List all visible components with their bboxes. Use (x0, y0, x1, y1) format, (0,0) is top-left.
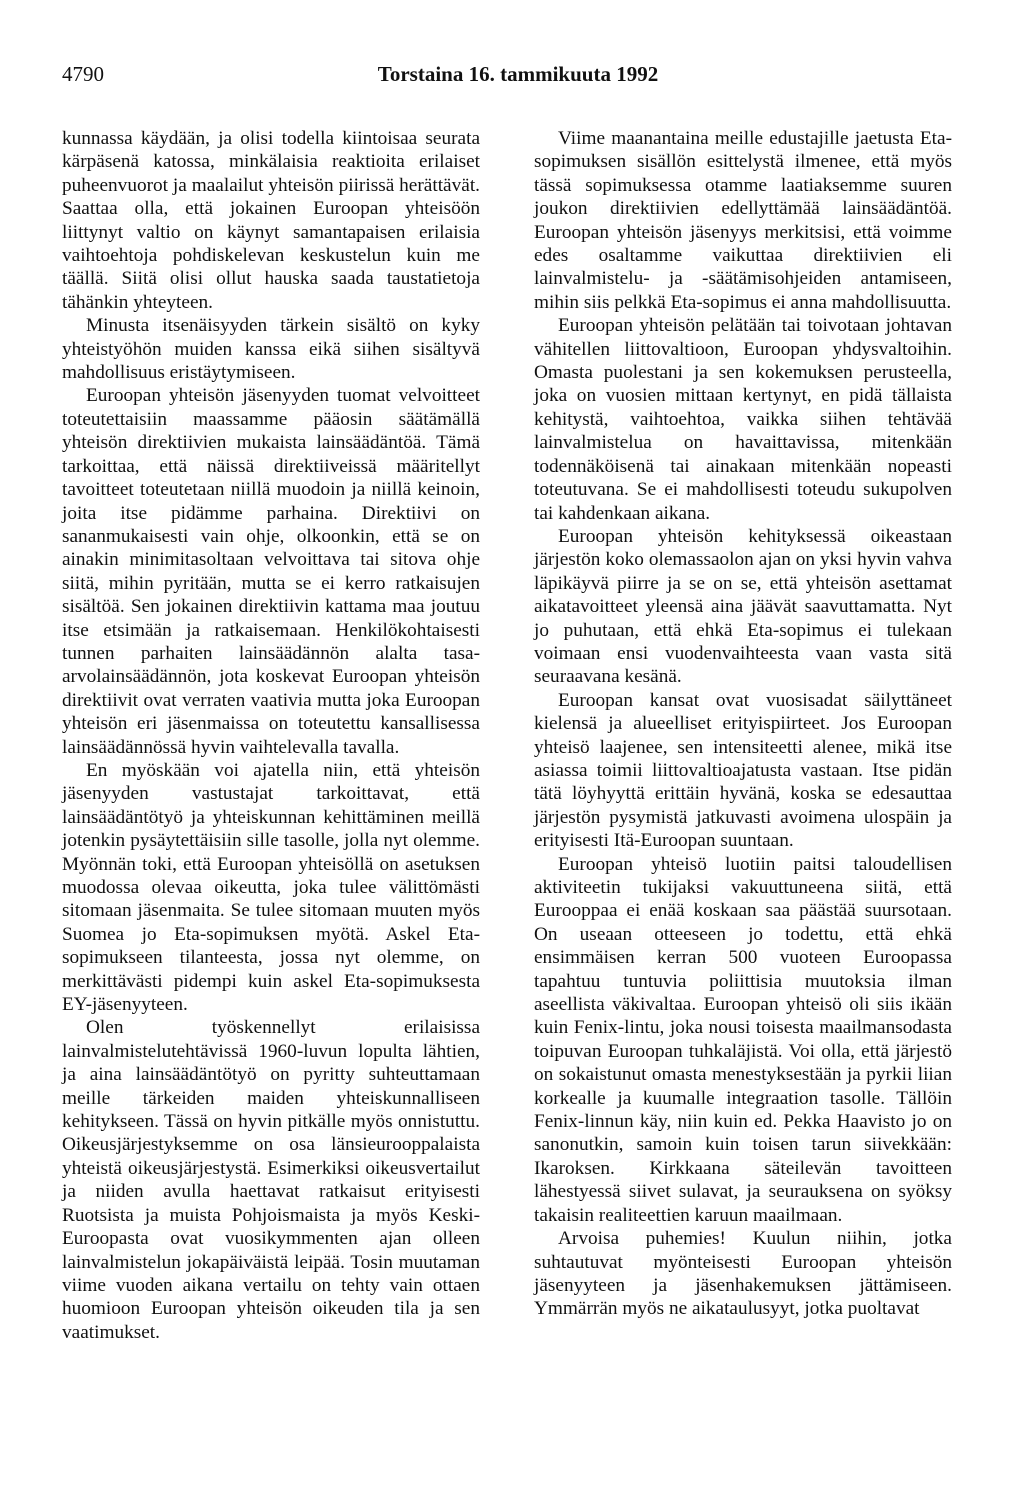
running-title: Torstaina 16. tammikuuta 1992 (377, 62, 659, 86)
paragraph: Euroopan yhteisön kehityksessä oikeastaan järjestön koko olemassaolon ajan on yksi hyvin vahva läpikäyvä piirre ja se on se, että yhteisön asettamat aikatavoitteet yleensä aina jäävät saavuttamatta. Nyt jo puhutaan, että ehkä Eta-sopimus ei tulekaan voimaan ensi vuodenvaihteesta vaan vasta sitä seuraavana kesänä. (534, 525, 952, 688)
paragraph: Minusta itsenäisyyden tärkein sisältö on kyky yhteistyöhön muiden kanssa eikä siihen sisältyvä mahdollisuus eristäytymiseen. (62, 315, 480, 384)
paragraph: Euroopan kansat ovat vuosisadat säilyttäneet kielensä ja alueelliset erityispiirteet. Jos Euroopan yhteisö laajenee, sen intensiteetti alenee, mikä itse asiassa toimii liittovaltioajatusta vastaan. Itse pidän tätä löyhyyttä erittäin hyvänä, koska se edesauttaa järjestön pysymistä jatkuvasti avoimena ulospäin ja erityisesti Itä-Euroopan suuntaan. (534, 689, 952, 852)
paragraph: Arvoisa puhemies! Kuulun niihin, jotka suhtautuvat myönteisesti Euroopan yhteisön jäsenyyteen ja jäsenhakemuksen jättämiseen. Ymmärrän myös ne aikataulusyyt, jotka puoltavat (534, 1228, 952, 1320)
paragraph: En myöskään voi ajatella niin, että yhteisön jäsenyyden vastustajat tarkoittavat, että lainsäädäntötyö ja yhteiskunnan kehittäminen meillä jotenkin pysäytettäisiin sille tasolle, jolla nyt olemme. Myönnän toki, että Euroopan yhteisöllä on asetuksen muodossa olevaa oikeutta, joka tulee välittömästi sitomaan jäsenmaita. Se tulee sitomaan muuten myös Suomea jo Eta-sopimuksen myötä. Askel Eta-sopimukseen tilanteesta, jossa nyt olemme, on merkittävästi pidempi kuin askel Eta-sopimuksesta EY-jäsenyyteen. (62, 759, 480, 1016)
paragraph: Euroopan yhteisö luotiin paitsi taloudellisen aktiviteetin tukijaksi vakuuttuneena siitä, että Eurooppaa ei enää koskaan saa päästää suursotaan. On useaan otteeseen jo todettu, että ehkä ensimmäisen kerran 500 vuoteen Euroopassa tapahtuu tuntuvia poliittisia muutoksia ilman aseellista väkivaltaa. Euroopan yhteisö oli siis ikään kuin Fenix-lintu, joka nousi toisesta maailmansodasta toipuvan Euroopan tuhkaläjistä. Voi olla, että järjestö on sokaistunut omasta menestyksestään ja pyrkii liian korkealle ja kuumalle integraation tasolle. Tällöin Fenix-linnun käy, niin kuin ed. Pekka Haavisto jo on sanonutkin, samoin kuin toisen tarun siivekkään: Ikaroksen. Kirkkaana säteilevän tavoitteen lähestyessä siivet sulavat, ja seurauksena on syöksy takaisin realiteettien karuun maailmaan. (534, 853, 952, 1226)
left-column (62, 127, 480, 1344)
page-header (62, 62, 974, 92)
paragraph: Viime maanantaina meille edustajille jaetusta Eta-sopimuksen sisällön esittelystä ilmenee, että myös tässä sopimuksessa otamme laatiaksemme suuren joukon direktiivien edellyttämää lainsäädäntöä. Euroopan yhteisön jäsenyys merkitsisi, että voimme edes osaltamme vaikuttaa direktiivien eli lainvalmistelu- ja -säätämisohjeiden antamiseen, mihin siis pelkkä Eta-sopimus ei anna mahdollisuutta. (534, 128, 952, 313)
right-column (534, 127, 952, 1321)
paragraph: Euroopan yhteisön jäsenyyden tuomat velvoitteet toteutettaisiin maassamme pääosin säätämällä yhteisön direktiivien mukaista lainsäädäntöä. Tämä tarkoittaa, että näissä direktiiveissä määritellyt tavoitteet toteutetaan niillä muodoin ja niillä keinoin, joita itse pidämme parhaina. Direktiivi on sananmukaisesti vain ohje, olkoonkin, että se on ainakin minimitasoltaan velvoittava tai sitova ohje siitä, mihin pyritään, mutta se ei kerro ratkaisujen sisältöä. Sen jokainen direktiivin kattama maa joutuu itse etsimään ja ratkaisemaan. Henkilökohtaisesti tunnen parhaiten lainsäädännön alalta tasa-arvolainsäädännön, jota koskevat Euroopan yhteisön direktiivit ovat verraten vaativia mutta joka Euroopan yhteisön eri jäsenmaissa on toteutettu kansallisessa lainsäädännössä hyvin vaihtelevalla tavalla. (62, 385, 480, 758)
paragraph: Olen työskennellyt erilaisissa lainvalmistelutehtävissä 1960-luvun lopulta lähtien, ja aina lainsäädäntötyö on pyritty suhteuttamaan meille tärkeiden maiden yhteiskunnalliseen kehitykseen. Tässä on hyvin pitkälle myös onnistuttu. Oikeusjärjestyksemme on osa länsieurooppalaista yhteistä oikeusjärjestystä. Esimerkiksi oikeusvertailut ja niiden avulla haettavat ratkaisut erityisesti Ruotsista ja muista Pohjoismaista ja myös Keski-Euroopasta ovat vuosikymmenten ajan olleen lainvalmistelun jokapäiväistä leipää. Tosin muutaman viime vuoden aikana vertailu on tehty vain ottaen huomioon Euroopan yhteisön oikeuden tila ja sen vaatimukset. (62, 1017, 480, 1343)
page-number: 4790 (62, 62, 104, 86)
paragraph: Euroopan yhteisön pelätään tai toivotaan johtavan vähitellen liittovaltioon, Euroopan yhdysvaltoihin. Omasta puolestani ja sen kokemuksen perusteella, joka on vuosien mittaan kertynyt, en pidä tällaista kehitystä, vaihtoehtoa, vaikka siihen tehtävää lainvalmistelua on havaittavissa, mitenkään todennäköisenä tai ainakaan mitenkään nopeasti toteutuvana. Se ei mahdollisesti toteudu sukupolven tai kahdenkaan aikana. (534, 315, 952, 524)
paragraph: kunnassa käydään, ja olisi todella kiintoisaa seurata kärpäsenä katossa, minkälaisia reaktioita erilaiset puheenvuorot ja maalailut yhteisön piirissä herättävät. Saattaa olla, että jokainen Euroopan yhteisöön liittynyt valtio on käynyt samantapaisen erilaisia vaihtoehtoja pohdiskelevan keskustelun kuin me täällä. Siitä olisi ollut hauska saada taustatietoja tähänkin yhteyteen. (62, 128, 480, 313)
